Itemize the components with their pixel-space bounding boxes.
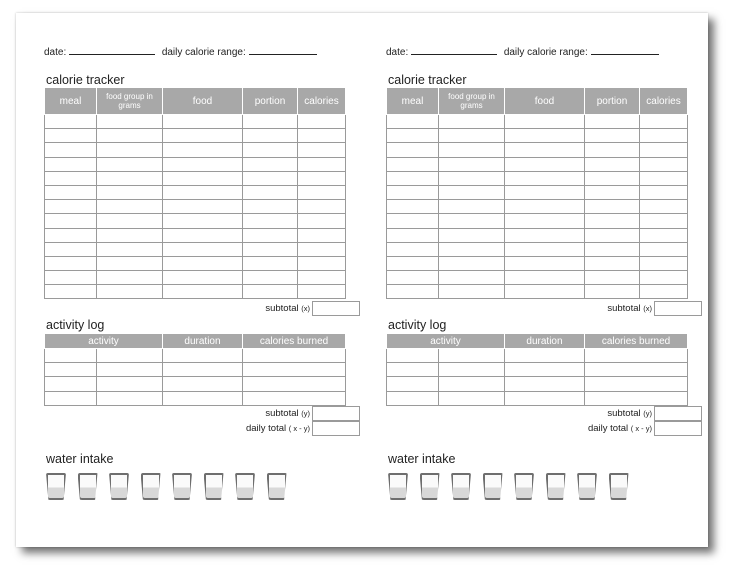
table-cell[interactable] [243, 171, 298, 185]
table-cell[interactable] [97, 214, 163, 228]
activity-log-table [386, 333, 688, 406]
calorie-tracker-rows [45, 115, 346, 299]
table-cell[interactable] [298, 271, 346, 285]
table-cell[interactable] [243, 115, 298, 129]
activity-log-rows [387, 349, 688, 406]
table-cell[interactable] [585, 271, 640, 285]
table-cell[interactable] [505, 228, 585, 242]
glass-icon[interactable] [172, 473, 192, 500]
table-cell[interactable] [505, 214, 585, 228]
table-cell[interactable] [45, 214, 97, 228]
glass-icon[interactable] [46, 473, 66, 500]
table-cell[interactable] [243, 242, 298, 256]
table-cell[interactable] [585, 200, 640, 214]
table-cell[interactable] [97, 271, 163, 285]
table-row [45, 157, 346, 171]
table-cell[interactable] [439, 185, 505, 199]
table-cell[interactable] [640, 115, 688, 129]
column-header: food [505, 88, 585, 115]
column-header: calories [640, 88, 688, 115]
table-cell[interactable] [387, 363, 439, 377]
table-cell[interactable] [45, 228, 97, 242]
activity-subtotal-field[interactable] [654, 406, 702, 421]
calorie-subtotal-field[interactable] [654, 301, 702, 316]
table-cell[interactable] [439, 242, 505, 256]
table-cell[interactable] [585, 129, 640, 143]
glass-icon[interactable] [267, 473, 287, 500]
activity-subtotal-label: subtotal (y) [265, 408, 310, 419]
table-cell[interactable] [640, 256, 688, 270]
table-cell[interactable] [45, 285, 97, 299]
calorie-subtotal-label: subtotal (x) [265, 303, 310, 314]
table-cell[interactable] [243, 200, 298, 214]
table-cell[interactable] [163, 228, 243, 242]
column-header: activity [45, 334, 163, 349]
table-cell[interactable] [45, 129, 97, 143]
table-cell[interactable] [640, 214, 688, 228]
table-cell[interactable] [585, 377, 688, 391]
table-cell[interactable] [163, 349, 243, 363]
column-header: activity [387, 334, 505, 349]
column-header: duration [505, 334, 585, 349]
table-cell[interactable] [387, 242, 439, 256]
table-cell[interactable] [45, 391, 97, 405]
table-cell[interactable] [387, 115, 439, 129]
table-row [45, 256, 346, 270]
table-cell[interactable] [298, 242, 346, 256]
table-cell[interactable] [45, 171, 97, 185]
daily-total-field[interactable] [312, 421, 360, 436]
glass-icon[interactable] [388, 473, 408, 500]
table-cell[interactable] [387, 129, 439, 143]
table-cell[interactable] [163, 256, 243, 270]
table-cell[interactable] [298, 214, 346, 228]
table-cell[interactable] [97, 228, 163, 242]
table-cell[interactable] [387, 171, 439, 185]
table-cell[interactable] [439, 129, 505, 143]
table-row [387, 242, 688, 256]
table-cell[interactable] [387, 200, 439, 214]
glass-icon[interactable] [514, 473, 534, 500]
table-cell[interactable] [243, 214, 298, 228]
glass-icon[interactable] [235, 473, 255, 500]
calorie-range-field[interactable] [249, 45, 317, 55]
calorie-subtotal-row [607, 301, 702, 316]
table-cell[interactable] [97, 242, 163, 256]
table-row [387, 391, 688, 405]
table-row [45, 285, 346, 299]
table-cell[interactable] [163, 200, 243, 214]
table-cell[interactable] [97, 143, 163, 157]
table-row [45, 271, 346, 285]
activity-log-title: activity log [388, 318, 447, 332]
table-row [45, 391, 346, 405]
activity-log-header [45, 334, 346, 349]
table-cell[interactable] [505, 157, 585, 171]
table-cell[interactable] [163, 377, 243, 391]
table-cell[interactable] [640, 157, 688, 171]
table-cell[interactable] [585, 157, 640, 171]
calorie-range-label: daily calorie range: [161, 47, 246, 58]
table-cell[interactable] [505, 271, 585, 285]
table-row [45, 143, 346, 157]
table-cell[interactable] [387, 256, 439, 270]
table-cell[interactable] [439, 391, 505, 405]
table-cell[interactable] [439, 143, 505, 157]
table-row [387, 200, 688, 214]
table-cell[interactable] [243, 377, 346, 391]
table-cell[interactable] [585, 214, 640, 228]
table-cell[interactable] [243, 129, 298, 143]
table-cell[interactable] [97, 115, 163, 129]
table-cell[interactable] [163, 129, 243, 143]
table-cell[interactable] [640, 242, 688, 256]
table-row [45, 363, 346, 377]
table-cell[interactable] [439, 200, 505, 214]
table-row [45, 228, 346, 242]
table-row [387, 228, 688, 242]
activity-log-header [387, 334, 688, 349]
table-cell[interactable] [585, 349, 688, 363]
table-cell[interactable] [45, 185, 97, 199]
table-row [387, 363, 688, 377]
table-cell[interactable] [387, 143, 439, 157]
table-cell[interactable] [298, 171, 346, 185]
daily-total-label: daily total ( x - y) [587, 423, 652, 434]
column-header: portion [585, 88, 640, 115]
table-cell[interactable] [163, 363, 243, 377]
table-cell[interactable] [505, 129, 585, 143]
glass-icon[interactable] [609, 473, 629, 500]
table-cell[interactable] [387, 157, 439, 171]
table-cell[interactable] [585, 363, 688, 377]
water-intake-title: water intake [388, 452, 456, 466]
table-row [45, 349, 346, 363]
activity-log-table [44, 333, 346, 406]
table-cell[interactable] [97, 349, 163, 363]
column-header: food group in grams [97, 88, 163, 115]
table-cell[interactable] [585, 228, 640, 242]
table-cell[interactable] [163, 185, 243, 199]
table-cell[interactable] [163, 391, 243, 405]
table-cell[interactable] [97, 377, 163, 391]
table-row [387, 271, 688, 285]
table-cell[interactable] [298, 200, 346, 214]
table-cell[interactable] [45, 271, 97, 285]
table-cell[interactable] [163, 157, 243, 171]
column-header: calories burned [243, 334, 346, 349]
date-row [44, 45, 317, 58]
calorie-range-label: daily calorie range: [503, 47, 588, 58]
table-cell[interactable] [45, 377, 97, 391]
calorie-tracker-header [45, 88, 346, 115]
table-cell[interactable] [45, 363, 97, 377]
table-cell[interactable] [298, 157, 346, 171]
table-cell[interactable] [439, 115, 505, 129]
table-cell[interactable] [45, 200, 97, 214]
table-row [387, 171, 688, 185]
table-row [45, 129, 346, 143]
column-header: calories burned [585, 334, 688, 349]
table-cell[interactable] [45, 115, 97, 129]
table-cell[interactable] [45, 143, 97, 157]
daily-total-label: daily total ( x - y) [245, 423, 310, 434]
table-cell[interactable] [163, 115, 243, 129]
glass-icon[interactable] [109, 473, 129, 500]
date-label: date: [44, 47, 67, 58]
table-cell[interactable] [97, 185, 163, 199]
table-cell[interactable] [243, 391, 346, 405]
table-row [387, 256, 688, 270]
daily-total-field[interactable] [654, 421, 702, 436]
table-cell[interactable] [439, 349, 505, 363]
table-cell[interactable] [298, 185, 346, 199]
table-cell[interactable] [439, 377, 505, 391]
table-cell[interactable] [387, 349, 439, 363]
table-cell[interactable] [97, 256, 163, 270]
table-cell[interactable] [387, 285, 439, 299]
table-cell[interactable] [505, 363, 585, 377]
table-cell[interactable] [163, 271, 243, 285]
table-cell[interactable] [387, 214, 439, 228]
table-cell[interactable] [97, 129, 163, 143]
table-cell[interactable] [243, 271, 298, 285]
glass-icon[interactable] [577, 473, 597, 500]
table-cell[interactable] [585, 242, 640, 256]
table-cell[interactable] [505, 171, 585, 185]
table-cell[interactable] [640, 143, 688, 157]
table-cell[interactable] [505, 377, 585, 391]
glass-icon[interactable] [483, 473, 503, 500]
table-cell[interactable] [585, 391, 688, 405]
table-cell[interactable] [163, 171, 243, 185]
table-cell[interactable] [505, 143, 585, 157]
water-intake-title: water intake [46, 452, 114, 466]
table-cell[interactable] [640, 271, 688, 285]
calorie-tracker-title: calorie tracker [388, 73, 467, 87]
table-cell[interactable] [298, 285, 346, 299]
table-cell[interactable] [97, 363, 163, 377]
table-cell[interactable] [505, 242, 585, 256]
table-cell[interactable] [585, 285, 640, 299]
calorie-subtotal-row [265, 301, 360, 316]
daily-total-row [588, 421, 702, 436]
calorie-range-field[interactable] [591, 45, 659, 55]
table-cell[interactable] [505, 349, 585, 363]
planner-page-left [16, 13, 362, 547]
table-row [387, 285, 688, 299]
table-cell[interactable] [439, 271, 505, 285]
table-row [45, 185, 346, 199]
calorie-subtotal-field[interactable] [312, 301, 360, 316]
activity-subtotal-label: subtotal (y) [607, 408, 652, 419]
column-header: food [163, 88, 243, 115]
water-cups [388, 473, 640, 505]
table-cell[interactable] [45, 256, 97, 270]
column-header: meal [45, 88, 97, 115]
table-row [45, 377, 346, 391]
table-cell[interactable] [243, 285, 298, 299]
table-cell[interactable] [298, 129, 346, 143]
table-cell[interactable] [243, 256, 298, 270]
activity-subtotal-row [265, 406, 360, 421]
table-cell[interactable] [45, 157, 97, 171]
table-cell[interactable] [243, 143, 298, 157]
calorie-subtotal-label: subtotal (x) [607, 303, 652, 314]
table-cell[interactable] [640, 285, 688, 299]
date-field[interactable] [411, 45, 497, 55]
table-cell[interactable] [640, 228, 688, 242]
table-cell[interactable] [585, 143, 640, 157]
glass-icon[interactable] [78, 473, 98, 500]
table-cell[interactable] [298, 228, 346, 242]
date-row [386, 45, 659, 58]
table-cell[interactable] [163, 143, 243, 157]
table-cell[interactable] [387, 228, 439, 242]
table-cell[interactable] [505, 200, 585, 214]
column-header: portion [243, 88, 298, 115]
glass-icon[interactable] [420, 473, 440, 500]
table-cell[interactable] [640, 200, 688, 214]
table-cell[interactable] [640, 185, 688, 199]
table-cell[interactable] [439, 256, 505, 270]
table-cell[interactable] [439, 285, 505, 299]
table-cell[interactable] [585, 185, 640, 199]
table-row [387, 185, 688, 199]
table-cell[interactable] [387, 377, 439, 391]
calorie-tracker-header [387, 88, 688, 115]
table-cell[interactable] [97, 285, 163, 299]
table-cell[interactable] [298, 143, 346, 157]
table-cell[interactable] [163, 214, 243, 228]
planner-page-right [358, 13, 704, 547]
glass-icon[interactable] [204, 473, 224, 500]
table-cell[interactable] [505, 285, 585, 299]
table-cell[interactable] [243, 185, 298, 199]
table-row [387, 143, 688, 157]
calorie-tracker-rows [387, 115, 688, 299]
column-header: food group in grams [439, 88, 505, 115]
table-cell[interactable] [97, 200, 163, 214]
activity-subtotal-row [607, 406, 702, 421]
date-field[interactable] [69, 45, 155, 55]
table-cell[interactable] [585, 115, 640, 129]
table-cell[interactable] [439, 157, 505, 171]
table-cell[interactable] [387, 185, 439, 199]
planner-sheet [16, 13, 708, 547]
activity-log-rows [45, 349, 346, 406]
table-cell[interactable] [163, 242, 243, 256]
table-cell[interactable] [640, 129, 688, 143]
glass-icon[interactable] [451, 473, 471, 500]
table-cell[interactable] [640, 171, 688, 185]
table-row [387, 214, 688, 228]
date-label: date: [386, 47, 409, 58]
table-row [45, 214, 346, 228]
activity-subtotal-field[interactable] [312, 406, 360, 421]
water-cups [46, 473, 298, 505]
table-cell[interactable] [163, 285, 243, 299]
table-cell[interactable] [97, 171, 163, 185]
table-cell[interactable] [585, 171, 640, 185]
table-cell[interactable] [298, 115, 346, 129]
table-row [45, 200, 346, 214]
column-header: calories [298, 88, 346, 115]
table-cell[interactable] [439, 214, 505, 228]
table-row [387, 115, 688, 129]
glass-icon[interactable] [546, 473, 566, 500]
glass-icon[interactable] [141, 473, 161, 500]
table-row [387, 377, 688, 391]
table-cell[interactable] [45, 349, 97, 363]
table-cell[interactable] [439, 228, 505, 242]
table-cell[interactable] [505, 115, 585, 129]
calorie-tracker-table [44, 87, 346, 299]
table-cell[interactable] [505, 391, 585, 405]
table-cell[interactable] [243, 228, 298, 242]
column-header: meal [387, 88, 439, 115]
table-cell[interactable] [97, 157, 163, 171]
table-row [387, 129, 688, 143]
table-cell[interactable] [387, 271, 439, 285]
table-cell[interactable] [45, 242, 97, 256]
table-row [45, 242, 346, 256]
table-row [45, 171, 346, 185]
table-cell[interactable] [243, 363, 346, 377]
table-row [387, 157, 688, 171]
table-cell[interactable] [505, 256, 585, 270]
table-row [45, 115, 346, 129]
table-cell[interactable] [439, 171, 505, 185]
table-cell[interactable] [505, 185, 585, 199]
table-cell[interactable] [585, 256, 640, 270]
table-cell[interactable] [298, 256, 346, 270]
calorie-tracker-title: calorie tracker [46, 73, 125, 87]
table-cell[interactable] [243, 157, 298, 171]
table-row [387, 349, 688, 363]
table-cell[interactable] [97, 391, 163, 405]
table-cell[interactable] [243, 349, 346, 363]
column-header: duration [163, 334, 243, 349]
activity-log-title: activity log [46, 318, 105, 332]
table-cell[interactable] [387, 391, 439, 405]
daily-total-row [246, 421, 360, 436]
table-cell[interactable] [439, 363, 505, 377]
calorie-tracker-table [386, 87, 688, 299]
